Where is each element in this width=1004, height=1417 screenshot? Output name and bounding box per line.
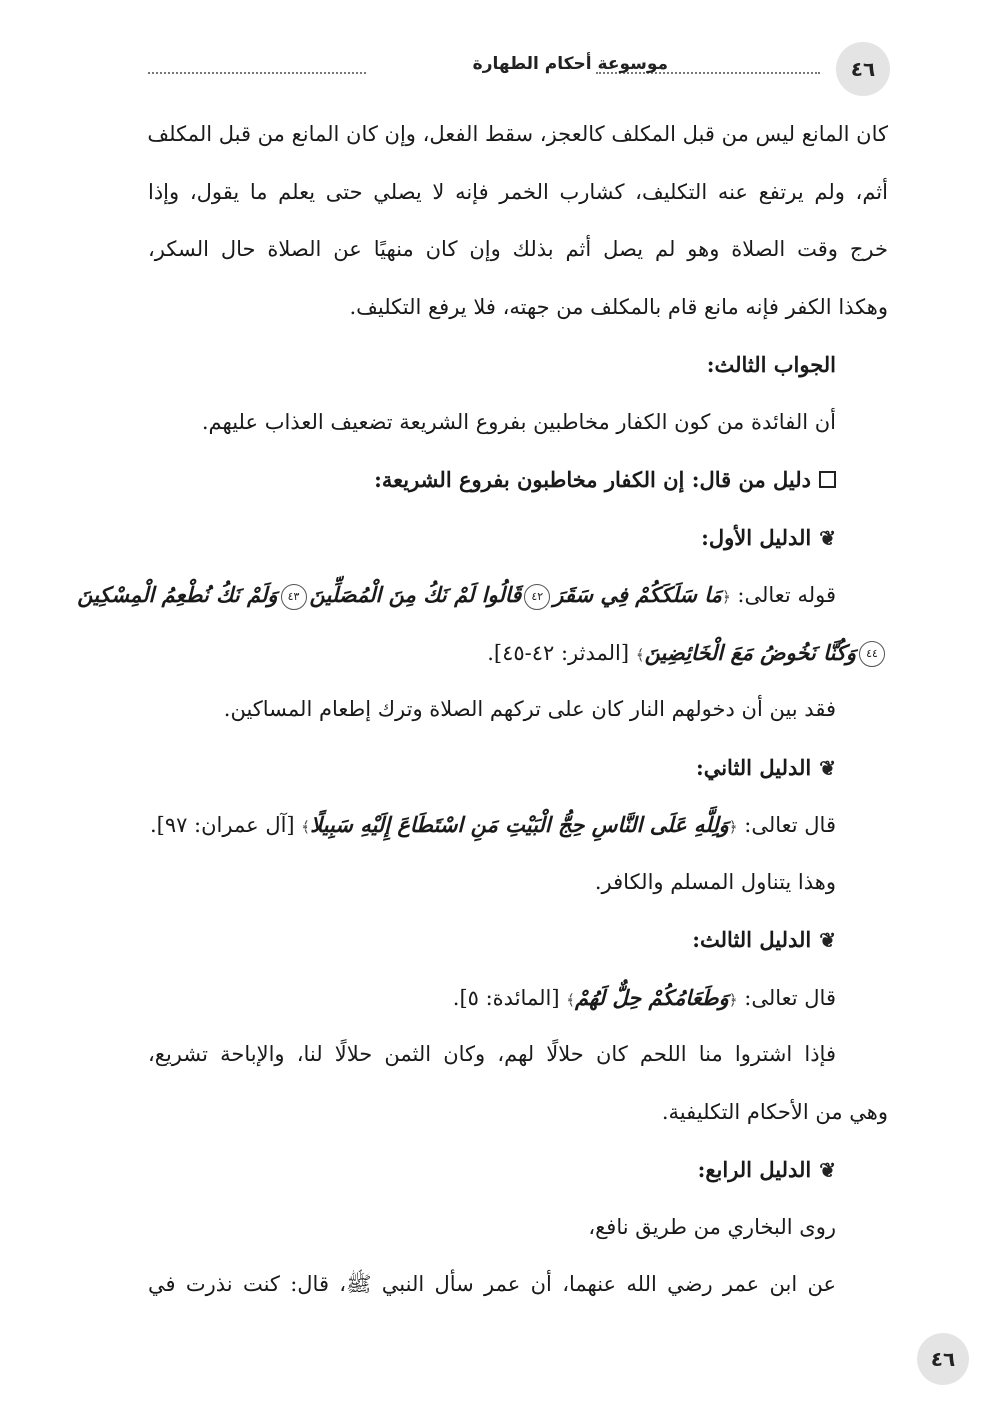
text-line-2: أثم، ولم يرتفع عنه التكليف، كشارب الخمر فإنه لا يصلي حتى يعلم ما يقول، وإذا: [148, 179, 888, 204]
text-line-20: روى البخاري من طريق نافع،: [588, 1214, 836, 1239]
section-heading-evidence: [148, 451, 888, 509]
leaf-ornament-icon: ❦: [819, 755, 836, 780]
section-heading-text: دليل من قال: إن الكفار مخاطبون بفروع الشريعة:: [374, 467, 811, 492]
heading-text: الدليل الرابع:: [697, 1157, 812, 1182]
ayah-number-44: ٤٤: [859, 641, 885, 667]
verse-text-c: وَلَمْ نَكُ نُطْعِمُ الْمِسْكِينَ: [77, 582, 278, 607]
verse-text: وَلِلَّهِ عَلَى النَّاسِ حِجُّ الْبَيْتِ مَنِ اسْتَطَاعَ إِلَيْهِ سَبِيلًا: [310, 812, 729, 837]
text-line-11: فقد بين أن دخولهم النار كان على تركهم الصلاة وترك إطعام المساكين.: [223, 697, 836, 721]
header-page-number: ٤٦: [836, 42, 890, 96]
verse-intro: قال تعالى:: [744, 813, 836, 837]
ayah-number-42: ٤٢: [524, 584, 550, 610]
quran-verse-aal-imran: [148, 796, 888, 854]
ayah-number-43: ٤٣: [281, 584, 307, 610]
leaf-ornament-icon: ❦: [819, 1158, 836, 1182]
quran-close-bracket: ﴾: [566, 990, 575, 1009]
heading-third-evidence: [148, 911, 888, 969]
leaf-ornament-icon: ❦: [819, 525, 836, 550]
text-line-6: أن الفائدة من كون الكفار مخاطبين بفروع الشريعة تضعيف العذاب عليهم.: [201, 409, 836, 434]
quran-open-bracket: ﴿: [728, 990, 738, 1009]
text-line-3: خرج وقت الصلاة وهو لم يصل أثم بذلك وإن كان منهيًا عن الصلاة حال السكر،: [148, 237, 888, 261]
text-line-21: عن ابن عمر رضي الله عنهما، أن عمر سأل النبي ﷺ، قال: كنت نذرت في: [148, 1272, 836, 1296]
verse-intro: قوله تعالى:: [737, 583, 836, 607]
verse-intro: قال تعالى:: [744, 985, 836, 1010]
header-title: موسوعة أحكام الطهارة: [472, 54, 668, 74]
heading-second-evidence: [148, 739, 888, 797]
heading-text: الدليل الأول:: [701, 524, 812, 550]
text-line-18: وهي من الأحكام التكليفية.: [661, 1099, 888, 1124]
text-line-1: كان المانع ليس من قبل المكلف كالعجز، سقط الفعل، وإن كان المانع من قبل المكلف: [147, 122, 888, 146]
page-body: [77, 106, 888, 1314]
quran-verse-maidah: [148, 969, 888, 1027]
verse-text: وَطَعَامُكُمْ حِلٌّ لَهُمْ: [575, 984, 729, 1010]
quran-close-bracket: ﴾: [301, 818, 311, 836]
text-line-4: وهكذا الكفر فإنه مانع قام بالمكلف من جهته، فلا يرفع التكليف.: [349, 294, 888, 319]
verse-reference: [آل عمران: ٩٧].: [149, 813, 295, 837]
quran-open-bracket: ﴿: [728, 818, 738, 836]
leaf-ornament-icon: ❦: [819, 928, 836, 952]
quran-close-bracket: ﴾: [635, 645, 645, 664]
text-line-17: فإذا اشتروا منا اللحم كان حلالًا لهم، وكان الثمن حلالًا لنا، والإباحة تشريع،: [148, 1042, 836, 1066]
verse-reference: [المدثر: ٤٢-٤٥].: [487, 640, 630, 665]
running-header: [148, 40, 890, 98]
text-line-14: وهذا يتناول المسلم والكافر.: [594, 869, 836, 894]
quran-open-bracket: ﴿: [721, 588, 731, 606]
verse-text-a: مَا سَلَكَكُمْ فِي سَقَرَ: [553, 582, 722, 607]
footer-page-number: ٤٦: [917, 1333, 969, 1385]
verse-text-b: قَالُوا لَمْ نَكُ مِنَ الْمُصَلِّينَ: [309, 582, 522, 607]
heading-third-answer: الجواب الثالث:: [706, 352, 836, 377]
quran-verse-line-1: [77, 566, 888, 624]
heading-text: الدليل الثالث:: [692, 927, 812, 952]
heading-fourth-evidence: [148, 1141, 888, 1199]
quran-verse-line-2: [148, 624, 888, 682]
checkbox-square-icon: [819, 471, 836, 488]
header-dotted-rule-left: [148, 72, 366, 74]
verse-text-d: وَكُنَّا نَخُوضُ مَعَ الْخَائِضِينَ: [644, 639, 856, 665]
verse-reference: [المائدة: ٥].: [452, 985, 560, 1010]
heading-text: الدليل الثاني:: [695, 754, 812, 780]
heading-first-evidence: [148, 509, 888, 567]
